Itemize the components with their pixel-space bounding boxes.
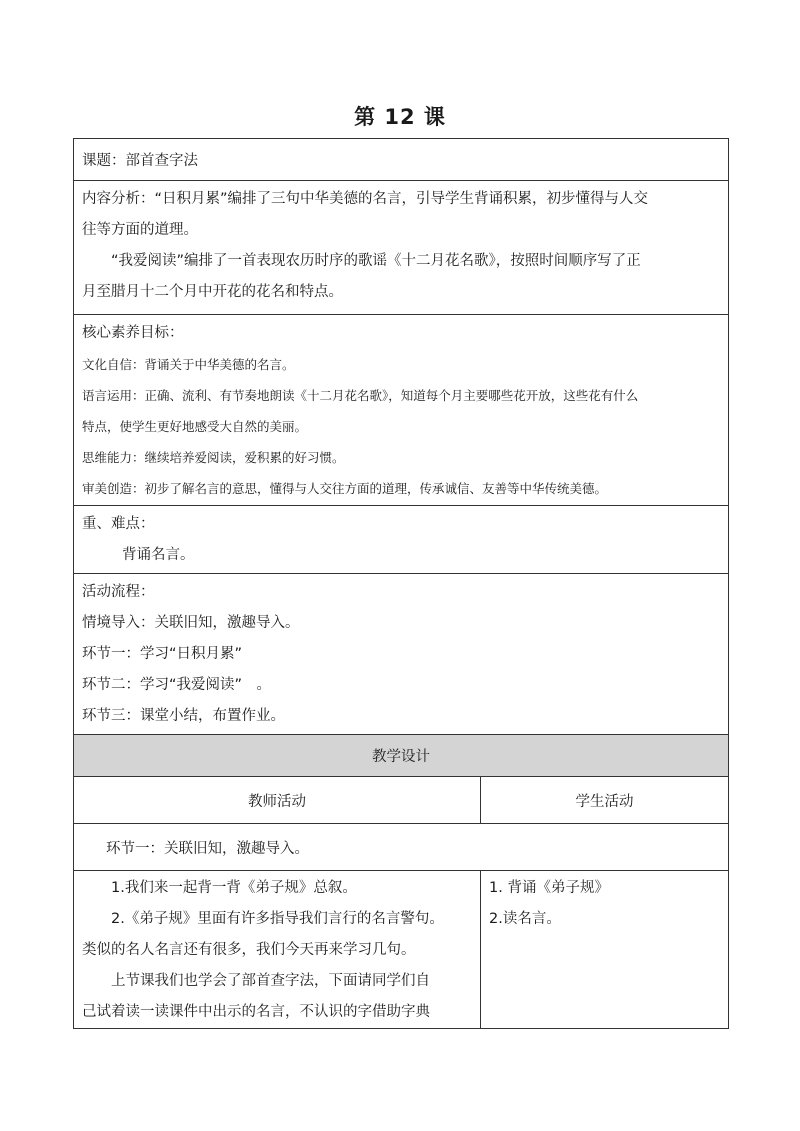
- teacher-activity-line: 己试着读一读课件中出示的名言，不认识的字借助字典: [82, 1004, 430, 1020]
- key-points-heading: 重、难点：: [82, 516, 155, 532]
- student-activity-line: 2.读名言。: [489, 911, 561, 927]
- design-header-row: [74, 735, 729, 777]
- process-step: 环节一：学习“日积月累”: [82, 646, 243, 662]
- column-header-row: [74, 777, 729, 824]
- goal-item: 特点，使学生更好地感受大自然的美丽。: [82, 419, 308, 434]
- key-points-cell: [74, 506, 729, 574]
- analysis-row: [74, 181, 729, 315]
- student-column-header: 学生活动: [481, 777, 729, 824]
- process-step: 环节三：课堂小结，布置作业。: [82, 708, 285, 724]
- process-step: 环节二：学习“我爱阅读” 。: [82, 677, 272, 693]
- teacher-activity-cell: [74, 871, 481, 1029]
- student-activity-line: 1. 背诵《弟子规》: [489, 880, 609, 896]
- teacher-activity-line: 上节课我们也学会了部首查字法，下面请同学们自: [111, 973, 430, 989]
- student-activity-cell: [481, 871, 729, 1029]
- lesson-plan-table: [73, 138, 729, 1029]
- page-title: 第 12 课: [354, 105, 446, 129]
- topic-text: 课题：部首查字法: [82, 153, 198, 169]
- teacher-activity-line: 1.我们来一起背一背《弟子规》总叙。: [111, 880, 357, 896]
- process-cell: [74, 574, 729, 735]
- stage-cell: [74, 824, 729, 871]
- key-points-content: 背诵名言。: [122, 547, 195, 563]
- stage-title: 环节一：关联旧知，激趣导入。: [106, 840, 309, 857]
- analysis-line: “我爱阅读”编排了一首表现农历时序的歌谣《十二月花名歌》，按照时间顺序写了正: [111, 253, 641, 269]
- analysis-line: 月至腊月十二个月中开花的花名和特点。: [82, 284, 343, 300]
- key-points-row: [74, 506, 729, 574]
- stage-row: [74, 824, 729, 871]
- teacher-column-header: 教师活动: [74, 777, 481, 824]
- process-step: 情境导入：关联旧知，激趣导入。: [82, 615, 300, 631]
- goal-item: 思维能力：继续培养爱阅读，爱积累的好习惯。: [82, 450, 345, 465]
- goal-item: 审美创造：初步了解名言的意思，懂得与人交往方面的道理，传承诚信、友善等中华传统美德。: [82, 481, 608, 496]
- analysis-line: 往等方面的道理。: [82, 222, 198, 238]
- goal-item: 语言运用：正确、流利、有节奏地朗读《十二月花名歌》，知道每个月主要哪些花开放，这些花有什么: [82, 388, 639, 403]
- analysis-cell: [74, 181, 729, 315]
- activity-row: [74, 871, 729, 1029]
- goals-cell: [74, 315, 729, 506]
- goals-row: [74, 315, 729, 506]
- goals-heading: 核心素养目标：: [82, 325, 184, 341]
- goal-item: 文化自信：背诵关于中华美德的名言。: [82, 357, 295, 372]
- analysis-line: 内容分析：“日积月累”编排了三句中华美德的名言，引导学生背诵积累，初步懂得与人交: [82, 191, 649, 207]
- topic-row: [74, 139, 729, 181]
- topic-cell: [74, 139, 729, 181]
- process-heading: 活动流程：: [82, 584, 155, 600]
- process-row: [74, 574, 729, 735]
- teacher-activity-line: 类似的名人名言还有很多，我们今天再来学习几句。: [82, 942, 416, 958]
- teacher-activity-line: 2.《弟子规》里面有许多指导我们言行的名言警句。: [111, 911, 444, 927]
- design-heading: 教学设计: [74, 735, 729, 777]
